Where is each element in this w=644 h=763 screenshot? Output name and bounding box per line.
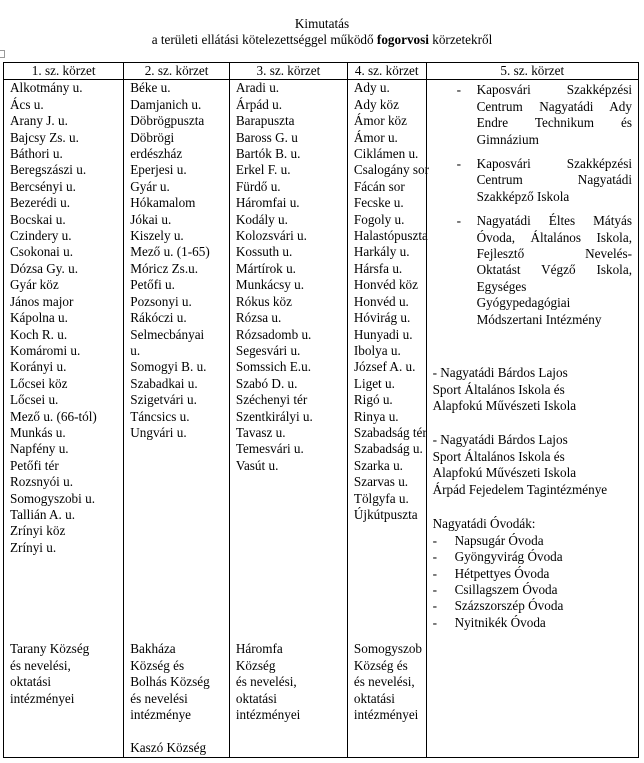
- subtitle-bold-word: fogorvosi: [376, 32, 429, 47]
- list-line: Alkotmány u.: [10, 80, 83, 96]
- kindergarten-item: - Hétpettyes Óvoda: [432, 565, 550, 581]
- list-line: Selmecbányai: [130, 326, 205, 342]
- list-line: Gyár köz: [10, 277, 59, 293]
- list-line: Barapuszta: [235, 113, 295, 129]
- header-district-5: 5. sz. körzet: [426, 63, 638, 80]
- text-line: Nagyatádi Éltes Mátyás: [476, 213, 632, 229]
- text-line: Oktatást Végző Iskola,: [476, 262, 632, 278]
- list-line: u.: [130, 342, 141, 358]
- list-line: oktatási: [10, 674, 52, 690]
- list-line: Petőfi tér: [10, 457, 59, 473]
- list-line: Aradi u.: [235, 80, 280, 96]
- list-line: Bercsényi u.: [10, 178, 76, 194]
- list-line: oktatási: [353, 690, 395, 706]
- list-line: Báthori u.: [10, 146, 63, 162]
- header-row: [4, 63, 639, 80]
- list-line: Kodály u.: [235, 211, 288, 227]
- list-line: János major: [10, 293, 74, 309]
- list-line: Háromfa: [235, 641, 283, 657]
- list-line: Ungvári u.: [130, 424, 187, 440]
- list-line: Ámor köz: [353, 113, 407, 129]
- list-line: Ács u.: [10, 96, 44, 112]
- list-line: Rókus köz: [235, 293, 292, 309]
- list-line: Újkútpuszta: [353, 506, 418, 522]
- list-line: Lőcsei u.: [10, 392, 59, 408]
- district-5-sport-school: [433, 365, 632, 414]
- list-line: Eperjesi u.: [130, 162, 187, 178]
- list-line: Rigó u.: [353, 392, 393, 408]
- list-line: Hókamalom: [130, 195, 196, 211]
- list-line: Község és: [353, 657, 408, 673]
- district-5-sport-branch: [433, 432, 632, 498]
- list-line: Segesvári u.: [235, 342, 301, 358]
- text-line: Centrum Nagyatádi: [476, 172, 632, 188]
- list-line: Ady köz: [353, 96, 399, 112]
- list-line: Csokonai u.: [10, 244, 74, 260]
- list-line: Bajcsy Zs. u.: [10, 129, 79, 145]
- text-line: Sport Általános Iskola és: [432, 448, 565, 464]
- text-line: Szakképző Iskola: [476, 188, 570, 204]
- kindergarten-item: - Napsugár Óvoda: [432, 532, 544, 548]
- list-line: Mező u. (1-65): [130, 244, 210, 260]
- list-line: erdészház: [130, 146, 183, 162]
- district-5-cell: [426, 80, 638, 758]
- text-line: Sport Általános Iskola és: [432, 381, 565, 397]
- list-line: intézménye: [130, 707, 192, 723]
- list-line: Mártírok u.: [235, 260, 296, 276]
- list-line: Harkály u.: [353, 244, 410, 260]
- list-line: Háromfai u.: [235, 195, 300, 211]
- text-line: Endre Technikum és: [476, 115, 632, 131]
- list-line: Ibolya u.: [353, 342, 401, 358]
- list-line: Erkel F. u.: [235, 162, 291, 178]
- header-district-3: 3. sz. körzet: [229, 63, 347, 80]
- list-line: Szentkirályi u.: [235, 408, 313, 424]
- list-line: és nevelési: [130, 690, 188, 706]
- list-line: Halastópuszta: [353, 228, 428, 244]
- district-5-schools: [433, 82, 632, 328]
- list-line: Szabadkai u.: [130, 375, 198, 391]
- text-line: Egységes: [476, 278, 527, 294]
- table-anchor-marker: [0, 50, 5, 58]
- list-line: Bezerédi u.: [10, 195, 71, 211]
- district-2-villages: [130, 641, 223, 756]
- list-line: Liget u.: [353, 375, 395, 391]
- text-line: Fejlesztő Nevelés-: [476, 246, 632, 262]
- list-line: Szarvas u.: [353, 474, 409, 490]
- text-line: Gimnázium: [476, 131, 539, 147]
- list-line: Hársfa u.: [353, 260, 403, 276]
- district-1-cell: [4, 80, 124, 758]
- text-line: Gyógypedagógiai: [476, 295, 571, 311]
- list-line: József A. u.: [353, 359, 416, 375]
- list-line: Rozsnyói u.: [10, 474, 74, 490]
- list-line: Rózsa u.: [235, 310, 282, 326]
- list-line: Árpád u.: [235, 96, 283, 112]
- text-line: Óvoda, Általános Iskola,: [476, 229, 632, 245]
- list-line: Tallián A. u.: [10, 506, 76, 522]
- list-line: Somogyszobi u.: [10, 490, 95, 506]
- kindergarten-item: - Csillagszem Óvoda: [432, 582, 558, 598]
- list-line: Baross G. u: [235, 129, 298, 145]
- kindergartens-title: Nagyatádi Óvodák:: [432, 516, 536, 532]
- list-line: Gyár u.: [130, 178, 170, 194]
- list-line: Kaszó Község: [130, 739, 207, 755]
- district-2-streets: [130, 80, 223, 441]
- district-4-streets: [353, 80, 429, 523]
- text-line: Kaposvári Szakképzési: [476, 156, 632, 172]
- list-line: Szarka u.: [353, 457, 403, 473]
- list-line: Kiszely u.: [130, 228, 184, 244]
- list-line: Zrínyi köz: [10, 523, 66, 539]
- list-line: Pozsonyi u.: [130, 293, 192, 309]
- list-line: Mező u. (66-tól): [10, 408, 97, 424]
- list-line: Szigetvári u.: [130, 392, 197, 408]
- list-line: Döbrögpuszta: [130, 113, 205, 129]
- list-line: Döbrögi: [130, 129, 175, 145]
- header-district-1: 1. sz. körzet: [4, 63, 124, 80]
- list-line: Napfény u.: [10, 441, 69, 457]
- list-line: és nevelési,: [353, 674, 415, 690]
- kindergarten-item: - Százszorszép Óvoda: [432, 598, 564, 614]
- district-4-cell: [347, 80, 429, 758]
- district-4-villages: [353, 641, 423, 723]
- list-line: és nevelési,: [235, 674, 297, 690]
- list-line: Rákóczi u.: [130, 310, 187, 326]
- list-line: Fogoly u.: [353, 211, 405, 227]
- content-row: [4, 80, 639, 758]
- list-line: intézményei: [10, 690, 75, 706]
- district-5-kindergartens: [433, 516, 632, 631]
- text-line: Árpád Fejedelem Tagintézménye: [432, 481, 608, 497]
- list-line: Korányi u.: [10, 359, 67, 375]
- list-line: Somssich E.u.: [235, 359, 311, 375]
- district-1-villages: [10, 641, 117, 707]
- list-line: Ady u.: [353, 80, 390, 96]
- list-line: Czindery u.: [10, 228, 72, 244]
- list-line: Somogyszob: [353, 641, 423, 657]
- list-line: Dózsa Gy. u.: [10, 260, 78, 276]
- list-line: Bocskai u.: [10, 211, 66, 227]
- list-line: [130, 723, 223, 739]
- list-line: Község és: [130, 657, 185, 673]
- list-line: Bartók B. u.: [235, 146, 301, 162]
- list-line: Zrínyi u.: [10, 539, 57, 555]
- list-line: Jókai u.: [130, 211, 172, 227]
- list-line: Bakháza: [130, 641, 176, 657]
- document-subtitle: a területi ellátási kötelezettséggel működő fogorvosi körzetekről: [151, 32, 493, 47]
- list-line: Komáromi u.: [10, 342, 81, 358]
- list-line: Koch R. u.: [10, 326, 68, 342]
- list-line: Tavasz u.: [235, 424, 286, 440]
- list-line: intézményei: [235, 707, 301, 723]
- text-line: - Nagyatádi Bárdos Lajos: [432, 365, 568, 381]
- text-line: Alapfokú Művészeti Iskola: [432, 398, 577, 414]
- list-line: Kossuth u.: [235, 244, 293, 260]
- list-line: Tarany Község: [10, 641, 90, 657]
- list-line: és nevelési,: [10, 657, 71, 673]
- list-line: Táncsics u.: [130, 408, 190, 424]
- list-line: Munkás u.: [10, 424, 66, 440]
- list-line: Kolozsvári u.: [235, 228, 307, 244]
- list-line: Szabadság tér: [353, 424, 427, 440]
- list-line: Munkácsy u.: [235, 277, 305, 293]
- list-line: Rinya u.: [353, 408, 399, 424]
- list-line: Honvéd köz: [353, 277, 418, 293]
- list-line: Móricz Zs.u.: [130, 260, 199, 276]
- district-1-streets: [10, 80, 117, 556]
- list-line: Széchenyi tér: [235, 392, 308, 408]
- list-line: oktatási: [235, 690, 277, 706]
- list-line: Rózsadomb u.: [235, 326, 312, 342]
- list-line: Petőfi u.: [130, 277, 175, 293]
- districts-table: [3, 62, 639, 758]
- list-line: intézményei: [353, 707, 419, 723]
- text-line: Módszertani Intézmény: [476, 311, 602, 327]
- district-2-cell: [124, 80, 230, 758]
- list-line: Kápolna u.: [10, 310, 68, 326]
- text-line: Kaposvári Szakképzési: [476, 82, 632, 98]
- district-3-villages: [236, 641, 341, 723]
- text-line: Alapfokú Művészeti Iskola: [432, 465, 577, 481]
- kindergarten-list: [433, 533, 632, 631]
- list-line: Fácán sor: [353, 178, 405, 194]
- district-3-streets: [236, 80, 341, 474]
- school-item: - Kaposvári Szakképzési Centrum Nagyatádi Ady Endre Technikum és Gimnázium: [456, 82, 632, 147]
- list-line: Temesvári u.: [235, 441, 304, 457]
- list-line: Szabó D. u.: [235, 375, 298, 391]
- list-line: Lőcsei köz: [10, 375, 68, 391]
- list-line: Csalogány sor: [353, 162, 429, 178]
- list-line: Tölgyfa u.: [353, 490, 409, 506]
- list-line: Vasút u.: [235, 457, 279, 473]
- list-line: Hunyadi u.: [353, 326, 413, 342]
- header-district-4: 4. sz. körzet: [347, 63, 426, 80]
- list-line: Damjanich u.: [130, 96, 202, 112]
- list-line: Somogyi B. u.: [130, 359, 207, 375]
- district-3-cell: [229, 80, 347, 758]
- school-item: - Kaposvári Szakképzési Centrum Nagyatádi Szakképző Iskola: [456, 156, 632, 204]
- list-line: Bolhás Község: [130, 674, 210, 690]
- list-line: Ciklámen u.: [353, 146, 419, 162]
- list-line: Fecske u.: [353, 195, 404, 211]
- list-line: Arany J. u.: [10, 113, 68, 129]
- text-line: - Nagyatádi Bárdos Lajos: [432, 432, 568, 448]
- list-line: Honvéd u.: [353, 293, 409, 309]
- kindergarten-item: - Nyitnikék Óvoda: [432, 614, 546, 630]
- kindergarten-item: - Gyöngyvirág Óvoda: [432, 549, 563, 565]
- list-line: Beregszászi u.: [10, 162, 87, 178]
- header-district-2: 2. sz. körzet: [124, 63, 230, 80]
- list-line: Ámor u.: [353, 129, 398, 145]
- list-line: Hóvirág u.: [353, 310, 411, 326]
- list-line: Fürdő u.: [235, 178, 281, 194]
- list-line: Község: [235, 657, 276, 673]
- school-item: - Nagyatádi Éltes Mátyás Óvoda, Általános Iskola, Fejlesztő Nevelés- Oktatást Végző Iskola, Egységes Gyógypedagógiai Módszertani Intézmény: [456, 213, 632, 327]
- document-title: Kimutatás: [294, 16, 350, 31]
- list-line: Szabadság u.: [353, 441, 423, 457]
- text-line: Centrum Nagyatádi Ady: [476, 98, 632, 114]
- list-line: Béke u.: [130, 80, 171, 96]
